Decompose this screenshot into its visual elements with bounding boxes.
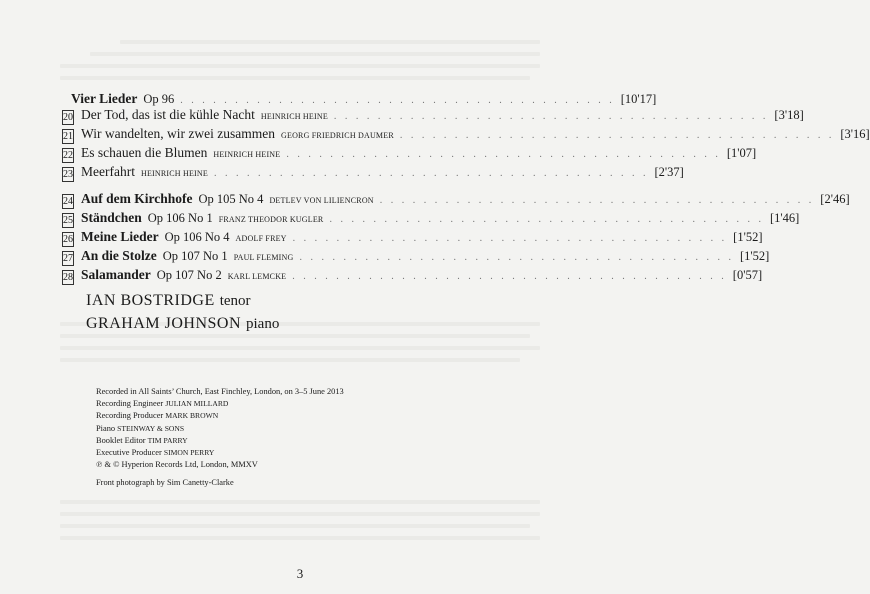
- track-number: 27: [63, 253, 73, 264]
- editor-credit: Booklet Editor TIM PARRY: [96, 435, 188, 445]
- performer-role: piano: [246, 316, 280, 332]
- track-title: Salamander: [81, 267, 151, 282]
- track-title: Meine Lieder: [81, 229, 159, 244]
- track-row: [62, 164, 684, 183]
- track-title: Meerfahrt: [81, 164, 135, 179]
- performer-tenor: [86, 292, 279, 315]
- track-row: [62, 229, 763, 248]
- track-row: [62, 248, 770, 267]
- track-poet: ADOLF FREY: [235, 234, 287, 243]
- track-list: [62, 88, 870, 286]
- recorded-location: Recorded in All Saints’ Church, East Finchley, London, on 3–5 June 2013: [96, 387, 344, 396]
- photo-credit: Front photograph by Sim Canetty-Clarke: [96, 478, 234, 488]
- engineer-credit: Recording Engineer JULIAN MILLARD: [96, 399, 229, 409]
- performer-name: IAN BOSTRIDGE: [86, 292, 215, 309]
- leader-dots: . . . . . . . . . . . . . . . . . . . . . . . . . . . . . . . . . . . . . . . .: [180, 95, 615, 106]
- track-row: [62, 126, 870, 145]
- leader-dots: . . . . . . . . . . . . . . . . . . . . . . . . . . . . . . . . . . . . . . . .: [333, 111, 769, 122]
- track-title: An die Stolze: [81, 248, 157, 263]
- track-number: 24: [63, 196, 73, 207]
- performer-name: GRAHAM JOHNSON: [86, 315, 242, 332]
- track-duration: [2'37]: [654, 165, 684, 179]
- track-duration: [3'16]: [840, 127, 870, 141]
- track-row: [62, 210, 800, 229]
- page-number: 3: [296, 566, 304, 581]
- track-opus: Op 107 No 1: [162, 249, 228, 263]
- producer-credit: Recording Producer MARK BROWN: [96, 411, 219, 421]
- track-title: Es schauen die Blumen: [81, 145, 208, 160]
- track-duration: [0'57]: [732, 268, 763, 282]
- track-duration: [1'52]: [740, 249, 770, 263]
- copyright-notice: ℗ & © Hyperion Records Ltd, London, MMXV: [96, 460, 258, 470]
- performer-piano: [86, 315, 279, 338]
- track-opus: Op 105 No 4: [198, 192, 264, 206]
- leader-dots: . . . . . . . . . . . . . . . . . . . . . . . . . . . . . . . . . . . . . . . .: [329, 214, 764, 225]
- track-duration: [3'18]: [774, 108, 804, 122]
- leader-dots: . . . . . . . . . . . . . . . . . . . . . . . . . . . . . . . . . . . . . . . .: [379, 195, 815, 206]
- track-row: [62, 88, 657, 107]
- track-number: 28: [63, 272, 73, 283]
- track-number: [62, 89, 64, 104]
- track-number: 21: [63, 131, 73, 142]
- track-opus: Op 106 No 4: [164, 230, 230, 244]
- exec-producer-credit: Executive Producer SIMON PERRY: [96, 448, 215, 458]
- track-number: 20: [63, 112, 73, 123]
- track-title: Der Tod, das ist die kühle Nacht: [81, 107, 255, 122]
- track-row: [62, 267, 763, 286]
- leader-dots: . . . . . . . . . . . . . . . . . . . . . . . . . . . . . . . . . . . . . . . .: [286, 149, 721, 160]
- track-poet: HEINRICH HEINE: [260, 112, 328, 121]
- performer-role: tenor: [219, 293, 251, 309]
- track-opus: Op 106 No 1: [147, 211, 213, 225]
- track-title: Vier Lieder: [71, 91, 138, 106]
- track-number: 22: [63, 150, 73, 161]
- leader-dots: . . . . . . . . . . . . . . . . . . . . . . . . . . . . . . . . . . . . . . . .: [299, 252, 735, 263]
- track-poet: HEINRICH HEINE: [140, 169, 208, 178]
- track-row: [62, 145, 757, 164]
- track-poet: GEORG FRIEDRICH DAUMER: [281, 131, 394, 140]
- piano-credit: Piano STEINWAY & SONS: [96, 423, 185, 433]
- track-duration: [1'07]: [726, 146, 757, 160]
- track-poet: DETLEV VON LILIENCRON: [269, 196, 374, 205]
- leader-dots: . . . . . . . . . . . . . . . . . . . . . . . . . . . . . . . . . . . . . . . .: [292, 233, 728, 244]
- leader-dots: . . . . . . . . . . . . . . . . . . . . . . . . . . . . . . . . . . . . . . . .: [399, 130, 835, 141]
- track-duration: [2'46]: [820, 192, 850, 206]
- track-duration: [1'52]: [733, 230, 763, 244]
- track-row: [62, 107, 804, 126]
- track-duration: [1'46]: [769, 211, 800, 225]
- performers: [86, 292, 279, 338]
- track-poet: FRANZ THEODOR KUGLER: [218, 215, 324, 224]
- track-opus: Op 107 No 2: [156, 268, 222, 282]
- track-row: [62, 191, 850, 210]
- track-title: Ständchen: [81, 210, 142, 225]
- track-poet: HEINRICH HEINE: [213, 150, 281, 159]
- leader-dots: . . . . . . . . . . . . . . . . . . . . . . . . . . . . . . . . . . . . . . . .: [213, 168, 649, 179]
- track-number: 25: [63, 215, 73, 226]
- track-number: 26: [63, 234, 73, 245]
- track-poet: PAUL FLEMING: [233, 253, 294, 262]
- track-opus: Op 96: [143, 92, 175, 106]
- track-duration: [10'17]: [620, 92, 657, 106]
- track-title: Auf dem Kirchhofe: [81, 191, 193, 206]
- track-title: Wir wandelten, wir zwei zusammen: [81, 126, 276, 141]
- leader-dots: . . . . . . . . . . . . . . . . . . . . . . . . . . . . . . . . . . . . . . . .: [292, 271, 727, 282]
- track-poet: KARL LEMCKE: [227, 272, 287, 281]
- recording-credits: [96, 386, 344, 490]
- track-number: 23: [63, 169, 73, 180]
